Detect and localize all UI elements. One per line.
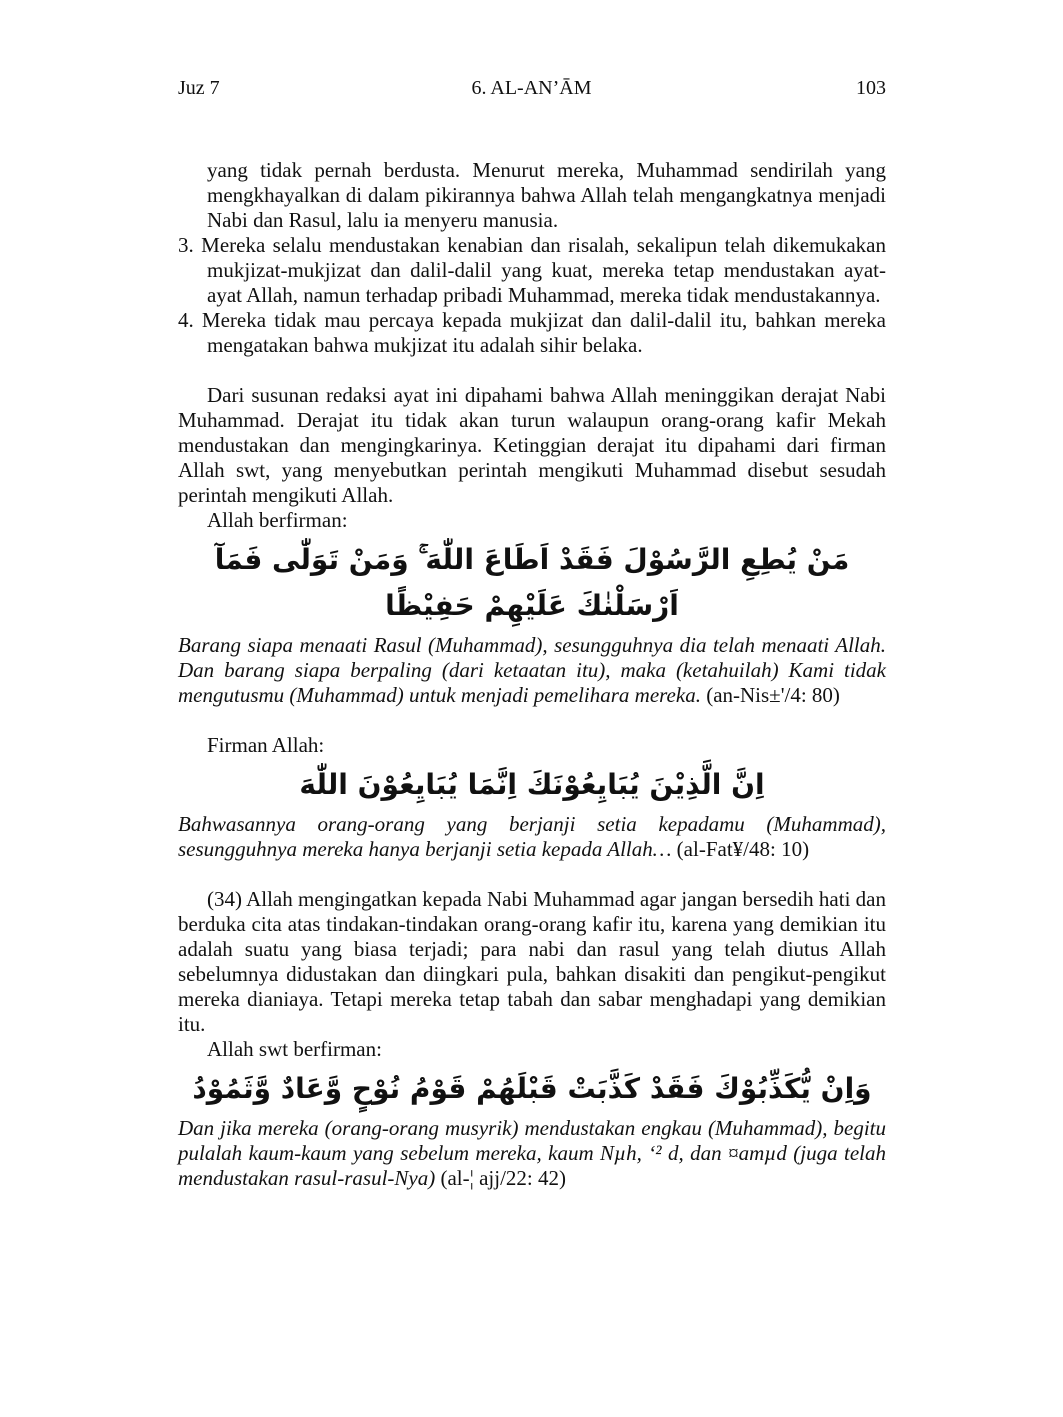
verse-reference: (an-Nis±'/4: 80) bbox=[706, 683, 840, 707]
arabic-verse: وَاِنْ يُّكَذِّبُوْكَ فَقَدْ كَذَّبَتْ قَبْلَهُمْ قَوْمُ نُوْحٍ وَّعَادٌ وَّثَمُوْدُ bbox=[192, 1072, 872, 1105]
translation-text: Bahwasannya orang-orang yang berjanji setia kepadamu (Muhammad), sesungguhnya mereka hanya berjanji setia kepada Allah… bbox=[178, 812, 886, 861]
list-item-continuation: yang tidak pernah berdusta. Menurut mereka, Muhammad sendirilah yang mengkhayalkan di dalam pikirannya bahwa Allah telah mengangkatnya menjadi Nabi dan Rasul, lalu ia menyeru manusia. bbox=[207, 158, 886, 232]
verse-intro: Allah swt berfirman: bbox=[207, 1037, 382, 1061]
translation-text: Barang siapa menaati Rasul (Muhammad), sesungguhnya dia telah menaati Allah. Dan barang siapa berpaling (dari ketaatan itu), maka (ketahuilah) Kami tidak mengutusmu (Muhammad) untuk menjadi pemelihara mereka. bbox=[178, 633, 886, 707]
page-number: 103 bbox=[856, 77, 886, 99]
verse-translation bbox=[178, 1116, 886, 1191]
paragraph bbox=[178, 887, 886, 1062]
verse-translation bbox=[178, 633, 886, 708]
running-head-juz: Juz 7 bbox=[178, 77, 220, 99]
page-body bbox=[178, 158, 886, 1191]
verse-intro: Firman Allah: bbox=[207, 733, 325, 757]
arabic-verse: اِنَّ الَّذِيْنَ يُبَايِعُوْنَكَ اِنَّمَا يُبَايِعُوْنَ اللّٰهَ bbox=[299, 768, 765, 801]
list-item: 4. Mereka tidak mau percaya kepada mukjizat dan dalil-dalil itu, bahkan mereka mengatakan bahwa mukjizat itu adalah sihir belaka. bbox=[178, 308, 886, 357]
paragraph-text: (34) Allah mengingatkan kepada Nabi Muhammad agar jangan bersedih hati dan berduka cita atas tindakan-tindakan orang-orang kafir itu, karena yang demikian itu adalah suatu yang biasa terjadi; para nabi dan rasul yang telah diutus Allah sebelumnya didustakan dan diingkari pula, bahkan disakiti dan pengikut-pengikut mereka dianiaya. Tetapi mereka tetap tabah dan sabar menghadapi yang demikian itu. bbox=[178, 887, 886, 1036]
running-head-surah: 6. AL-AN’ĀM bbox=[471, 77, 592, 99]
paragraph bbox=[178, 733, 886, 758]
paragraph-text: Dari susunan redaksi ayat ini dipahami bahwa Allah meninggikan derajat Nabi Muhammad. Derajat itu tidak akan turun walaupun orang-orang kafir Mekah mendustakan dan mengingkarinya. Ketinggian derajat itu dipahami dari firman Allah swt, yang menyebutkan perintah mengikuti Muhammad disebut sesudah perintah mengikuti Allah. bbox=[178, 383, 886, 507]
list-section bbox=[178, 158, 886, 358]
verse-reference: (al-¦ ajj/22: 42) bbox=[440, 1166, 566, 1190]
verse-reference: (al-Fat¥/48: 10) bbox=[676, 837, 810, 861]
paragraph bbox=[178, 383, 886, 533]
list-item: 3. Mereka selalu mendustakan kenabian dan risalah, sekalipun telah dikemukakan mukjizat-mukjizat dan dalil-dalil yang kuat, mereka tetap mendustakan ayat-ayat Allah, namun terhadap pribadi Muhammad, mereka tidak mendustakannya. bbox=[178, 233, 886, 307]
verse-translation bbox=[178, 812, 886, 862]
verse-intro: Allah berfirman: bbox=[207, 508, 348, 532]
translation-text: Dan jika mereka (orang-orang musyrik) mendustakan engkau (Muhammad), begitu pulalah kaum-kaum yang sebelum mereka, kaum Nµh, ‘² d, dan ¤amµd (juga telah mendustakan rasul-rasul-Nya) bbox=[178, 1116, 886, 1190]
arabic-verse: مَنْ يُطِعِ الرَّسُوْلَ فَقَدْ اَطَاعَ اللّٰهَ ۚ وَمَنْ تَوَلّٰى فَمَآ اَرْسَلْنٰكَ عَلَيْهِمْ حَفِيْظًا bbox=[214, 543, 850, 622]
